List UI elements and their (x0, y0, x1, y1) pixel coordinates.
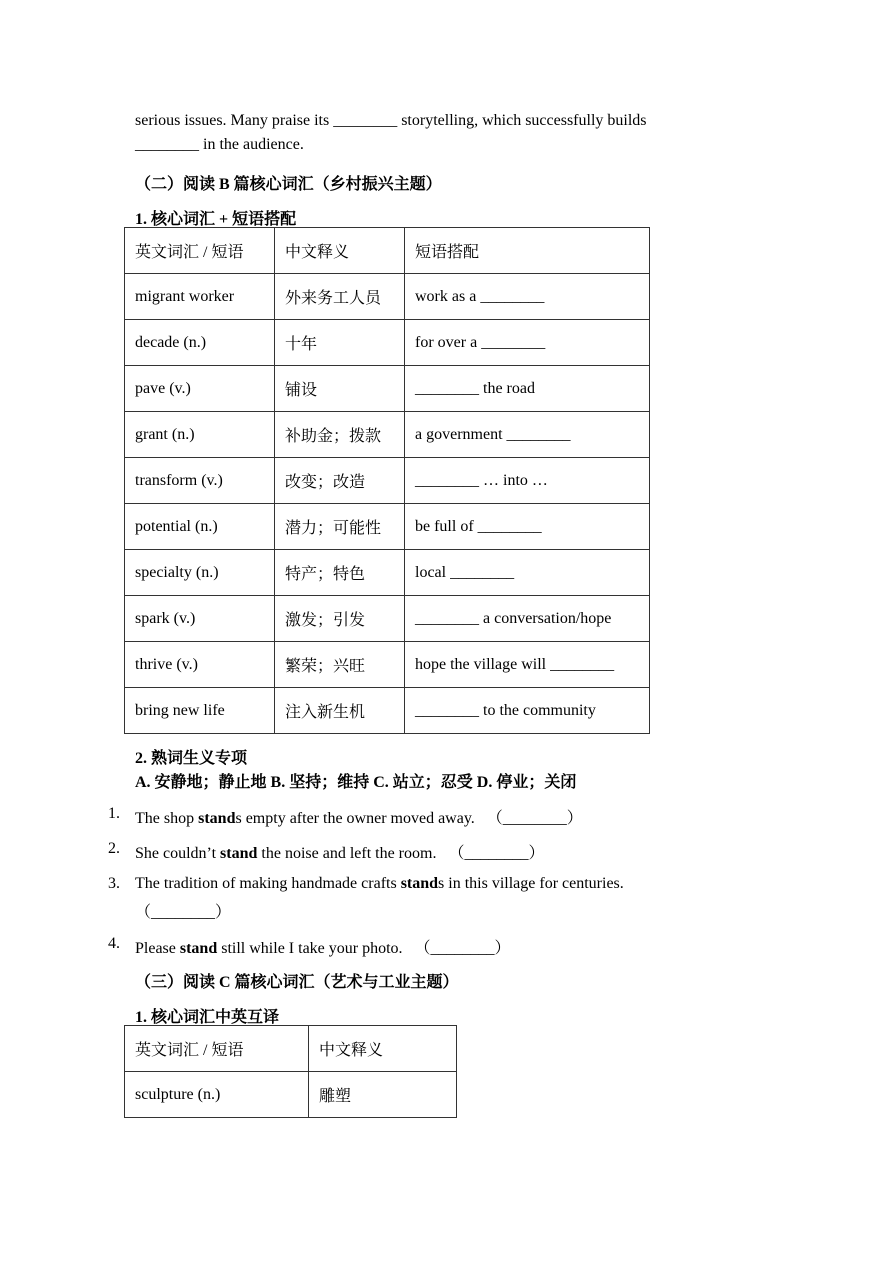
table-row (125, 688, 650, 734)
section-b-sub2: 2. 熟词生义专项 (135, 750, 248, 767)
question-keyword: stand (220, 845, 258, 862)
section-b-sub1: 1. 核心词汇 + 短语搭配 (135, 211, 297, 228)
answer-blank[interactable]: （________） (448, 845, 545, 862)
table-row (125, 458, 650, 504)
question-text: s empty after the owner moved away. (235, 810, 475, 827)
table-cell: migrant worker (125, 274, 275, 320)
table-row (125, 412, 650, 458)
table-cell: 铺设 (275, 366, 405, 412)
table-cell: ________ a conversation/hope (405, 596, 650, 642)
table-row (125, 1072, 457, 1118)
question-text: the noise and left the room. (257, 845, 437, 862)
table-cell: sculpture (n.) (125, 1072, 309, 1118)
table-cell: 雕塑 (309, 1072, 457, 1118)
table-cell: thrive (v.) (125, 642, 275, 688)
vocab-table-b (124, 227, 650, 734)
question-2 (135, 840, 544, 863)
table-cell: 十年 (275, 320, 405, 366)
table-cell: 补助金；拨款 (275, 412, 405, 458)
question-keyword: stand (198, 810, 236, 827)
vocab-table-c (124, 1025, 457, 1118)
question-number: 1. (108, 805, 120, 822)
table-cell: 外来务工人员 (275, 274, 405, 320)
question-4 (135, 935, 511, 958)
table-row (125, 274, 650, 320)
table-row (125, 504, 650, 550)
table-cell: spark (v.) (125, 596, 275, 642)
table-row (125, 320, 650, 366)
table-cell: transform (v.) (125, 458, 275, 504)
intro-line-1: serious issues. Many praise its ________ storytelling, which successfully builds (135, 112, 647, 129)
table-cell: work as a ________ (405, 274, 650, 320)
table-row (125, 596, 650, 642)
table-cell: 特产；特色 (275, 550, 405, 596)
answer-blank[interactable]: （________） (414, 940, 511, 957)
answer-blank[interactable]: （________） (486, 810, 583, 827)
question-number: 4. (108, 935, 120, 952)
table-header-row (125, 228, 650, 274)
section-b-title: （二）阅读 B 篇核心词汇（乡村振兴主题） (135, 176, 442, 193)
table-cell: for over a ________ (405, 320, 650, 366)
table-cell: hope the village will ________ (405, 642, 650, 688)
table-cell: ________ to the community (405, 688, 650, 734)
question-text: The tradition of making handmade crafts (135, 875, 401, 892)
question-text: She couldn’t (135, 845, 221, 862)
table-cell: 注入新生机 (275, 688, 405, 734)
section-b-options: A. 安静地；静止地 B. 坚持；维持 C. 站立；忍受 D. 停业；关闭 (135, 774, 577, 791)
table-header-cell: 英文词汇 / 短语 (125, 1026, 309, 1072)
table-cell: local ________ (405, 550, 650, 596)
table-cell: 繁荣；兴旺 (275, 642, 405, 688)
table-cell: potential (n.) (125, 504, 275, 550)
table-header-cell: 英文词汇 / 短语 (125, 228, 275, 274)
table-cell: 改变；改造 (275, 458, 405, 504)
table-cell: pave (v.) (125, 366, 275, 412)
table-cell: ________ the road (405, 366, 650, 412)
table-cell: bring new life (125, 688, 275, 734)
table-cell: 激发；引发 (275, 596, 405, 642)
table-cell: be full of ________ (405, 504, 650, 550)
table-cell: a government ________ (405, 412, 650, 458)
intro-line-2: ________ in the audience. (135, 136, 304, 153)
question-number: 3. (108, 875, 120, 892)
question-number: 2. (108, 840, 120, 857)
question-text: The shop (135, 810, 199, 827)
answer-blank[interactable]: （________） (135, 904, 232, 921)
table-header-row (125, 1026, 457, 1072)
section-c-sub1: 1. 核心词汇中英互译 (135, 1009, 280, 1026)
question-keyword: stand (179, 940, 218, 957)
table-cell: decade (n.) (125, 320, 275, 366)
table-cell: ________ … into … (405, 458, 650, 504)
question-text: Please (135, 940, 180, 957)
table-row (125, 550, 650, 596)
table-cell: specialty (n.) (125, 550, 275, 596)
table-cell: 潜力；可能性 (275, 504, 405, 550)
question-3 (135, 875, 624, 893)
table-row (125, 642, 650, 688)
table-row (125, 366, 650, 412)
table-header-cell: 中文释义 (275, 228, 405, 274)
question-1 (135, 805, 583, 828)
table-cell: grant (n.) (125, 412, 275, 458)
question-text: still while I take your photo. (217, 940, 403, 957)
table-header-cell: 短语搭配 (405, 228, 650, 274)
section-c-title: （三）阅读 C 篇核心词汇（艺术与工业主题） (135, 974, 459, 991)
question-text: s in this village for centuries. (438, 875, 624, 892)
table-header-cell: 中文释义 (309, 1026, 457, 1072)
question-keyword: stand (400, 875, 439, 892)
